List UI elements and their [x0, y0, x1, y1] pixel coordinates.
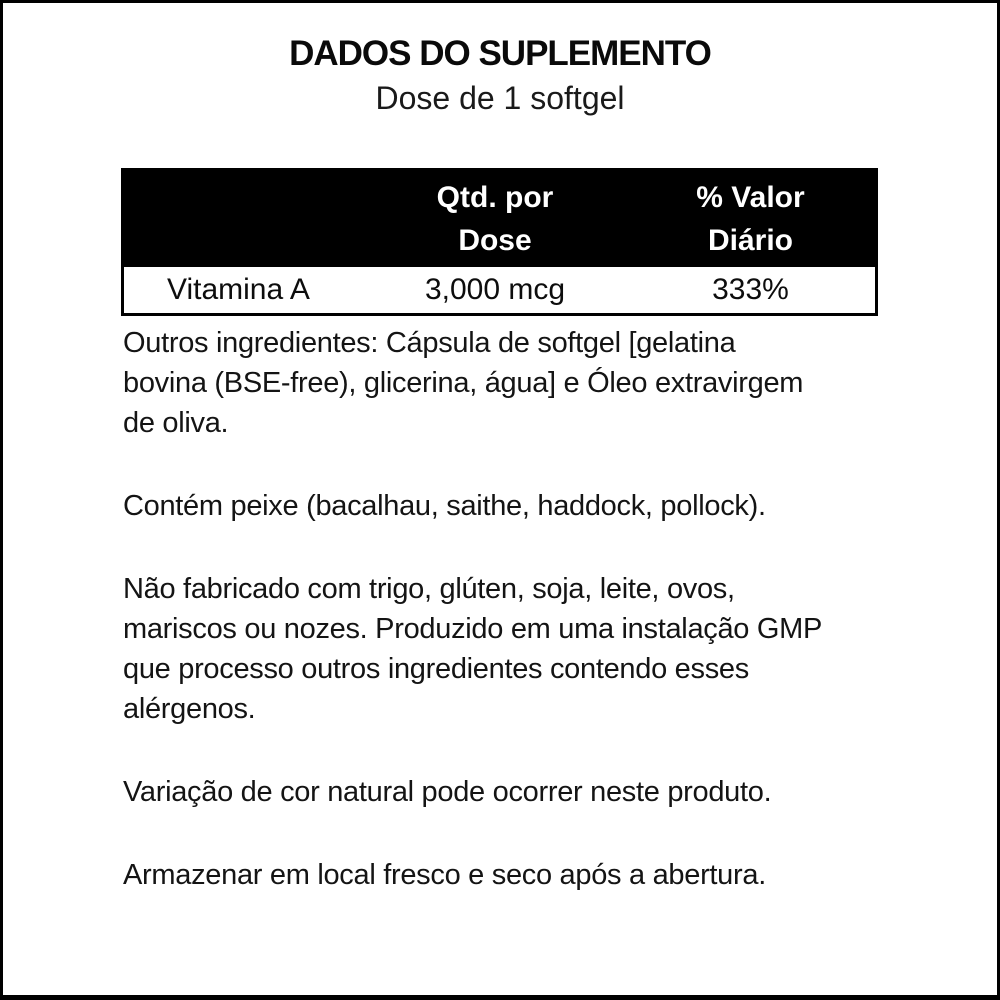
text-line: mariscos ou nozes. Produzido em uma instalação GMP — [123, 613, 823, 645]
text-line: Armazenar em local fresco e seco após a abertura. — [123, 859, 766, 891]
header-amount-line1: Qtd. por — [436, 181, 554, 214]
nutrient-name: Vitamina A — [167, 273, 310, 306]
paragraph-contains-fish — [123, 486, 997, 526]
text-line: Contém peixe (bacalhau, saithe, haddock, pollock). — [123, 490, 766, 522]
text-line: bovina (BSE-free), glicerina, água] e Óleo extravirgem — [123, 367, 804, 399]
label-body-text — [123, 323, 997, 895]
header-col-daily-value — [626, 176, 875, 262]
header-amount-line2: Dose — [458, 224, 532, 257]
paragraph-storage — [123, 855, 997, 895]
paragraph-color-variation — [123, 772, 997, 812]
page-title: DADOS DO SUPLEMENTO — [289, 34, 711, 73]
page-subtitle: Dose de 1 softgel — [375, 80, 625, 116]
header-dv-line2: Diário — [707, 224, 794, 257]
table-row-vitamin-a — [124, 267, 875, 313]
text-line: de oliva. — [123, 407, 229, 439]
facts-table — [121, 168, 878, 316]
text-line: Não fabricado com trigo, glúten, soja, leite, ovos, — [123, 573, 735, 605]
paragraph-other-ingredients — [123, 323, 997, 443]
text-line: Outros ingredientes: Cápsula de softgel [gelatina — [123, 327, 736, 359]
text-line: Variação de cor natural pode ocorrer neste produto. — [123, 776, 772, 808]
nutrient-amount: 3,000 mcg — [424, 273, 566, 306]
text-line: alérgenos. — [123, 693, 256, 725]
paragraph-allergen-statement — [123, 569, 997, 729]
facts-table-header — [124, 171, 875, 267]
nutrient-daily-value: 333% — [712, 273, 789, 306]
header-col-amount — [364, 176, 626, 262]
text-line: que processo outros ingredientes contendo esses — [123, 653, 749, 685]
header-dv-line1: % Valor — [696, 181, 805, 214]
